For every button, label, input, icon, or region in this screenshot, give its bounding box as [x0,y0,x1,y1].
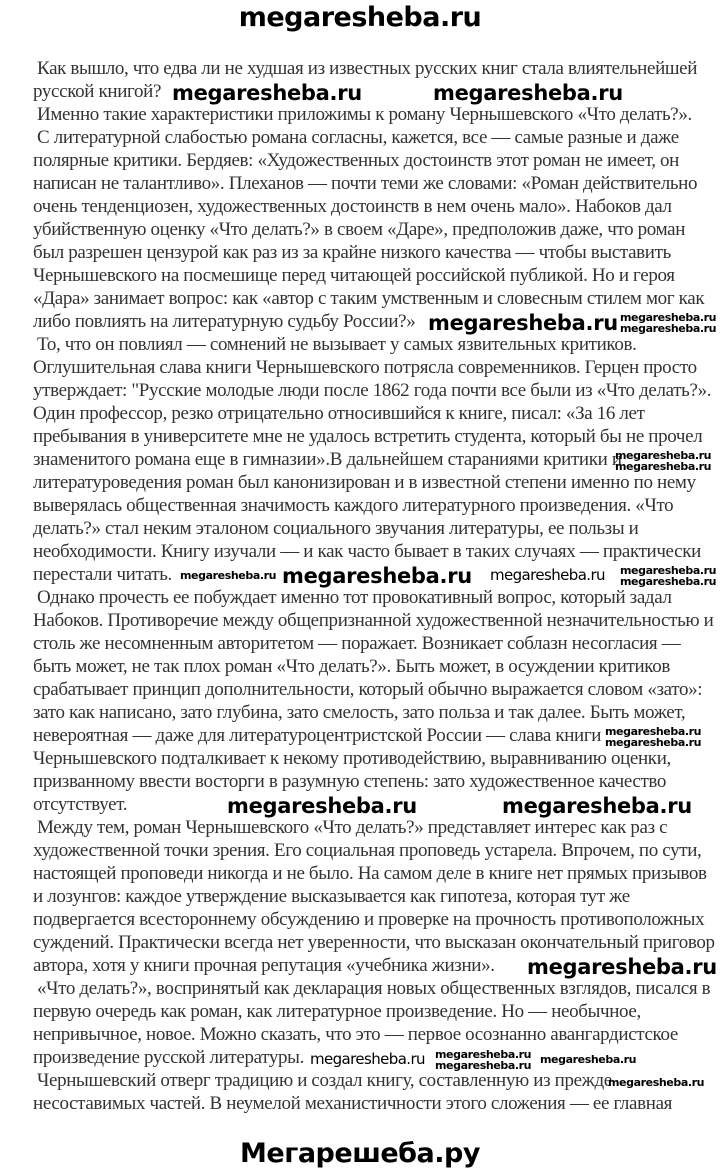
watermark: megaresheba.ru [620,322,717,335]
watermark: megaresheba.ru [615,460,712,473]
text-line: отсутствует. [33,794,128,815]
watermark: megaresheba.ru [282,564,472,588]
text-line: литературоведения роман был канонизирован и в известной степени именно по нему [33,472,696,493]
watermark: megaresheba.ru [620,564,717,577]
text-line: произведение русской литературы. [33,1047,304,1068]
text-line: был разрешен цензурой как раз из за крайне низкого качества — чтобы выставить [33,242,671,263]
text-line: С литературной слабостью романа согласны, кажется, все — самые разные и даже [37,127,679,148]
text-line: знаменитого романа еще в гимназии».В дальнейшем стараниями критики и [33,449,622,470]
text-line: Между тем, роман Чернышевского «Что делать?» представляет интерес как раз с [37,817,668,838]
text-line: Чернышевского подталкивает к некому противодействию, выравниванию оценки, [33,748,671,769]
text-line: непривычное, новое. Можно сказать, что это — первое осознанно авангардистское [33,1024,678,1045]
text-line: русской книгой? [33,81,162,102]
text-line: убийственную оценку «Что делать?» в своем «Даре», предположив даже, что роман [33,219,686,240]
text-line: автора, хотя у книги прочная репутация «учебника жизни». [33,955,495,976]
text-line: либо повлиять на литературную судьбу России?» [33,311,416,332]
text-line: пребывания в университете мне не удалось встретить студента, который бы не прочел [33,426,703,447]
watermark: megaresheba.ru [227,794,417,818]
watermark: megaresheba.ru [608,1076,705,1089]
watermark: megaresheba.ru [540,1053,637,1066]
text-line: Чернышевского на посмешище перед читающей российской публикой. Но и героя [33,265,675,286]
text-line: «Что делать?», воспринятый как декларация новых общественных взглядов, писался в [37,978,711,999]
text-line: утверждает: "Русские молодые люди после 1862 года почти все были из «Что делать?». [33,380,712,401]
watermark: megaresheba.ru [435,1048,532,1061]
watermark: megaresheba.ru [620,311,717,324]
watermark: megaresheba.ru [490,566,605,584]
text-line: зато как написано, зато глубина, зато смелость, зато польза и так далее. Быть может, [33,702,686,723]
watermark: megaresheba.ru [605,736,702,749]
text-line: срабатывает принцип дополнительности, который обычно выражается словом «зато»: [33,679,703,700]
watermark: megaresheba.ru [605,725,702,738]
watermark: megaresheba.ru [615,449,712,462]
site-title-footer: Мегарешеба.ру [240,1138,480,1169]
text-line: делать?» стал неким эталоном социального звучания литературы, ее пользы и [33,518,639,539]
watermark: megaresheba.ru [435,1059,532,1072]
text-line: первую очередь как роман, как литературное произведение. Но — необычное, [33,1001,641,1022]
text-line: столь же несомненным авторитетом — поражает. Возникает соблазн несогласия — [33,633,681,654]
text-line: призванному ввести восторги в разумную степень: зато художественное качество [33,771,667,792]
watermark: megaresheba.ru [620,575,717,588]
text-line: Оглушительная слава книги Чернышевского потрясла современников. Герцен просто [33,357,697,378]
watermark: megaresheba.ru [310,1050,425,1068]
watermark: megaresheba.ru [428,311,618,335]
text-line: несоставимых частей. В неумелой механистичности этого сложения — ее главная [33,1093,673,1114]
text-line: Один профессор, резко отрицательно относившийся к книге, писал: «За 16 лет [33,403,645,424]
watermark: megaresheba.ru [180,569,277,582]
text-line: Именно такие характеристики приложимы к роману Чернышевского «Что делать?». [37,104,692,125]
site-title-header: megaresheba.ru [238,2,482,33]
text-line: настоящей проповеди никогда и не было. На самом деле в книге нет прямых призывов [33,863,707,884]
text-line: и лозунгов: каждое утверждение высказывается как гипотеза, которая тут же [33,886,630,907]
text-line: «Дара» занимает вопрос: как «автор с таким умственным и словесным стилем мог как [33,288,705,309]
text-line: Набоков. Противоречие между общепризнанной художественной незначительностью и [33,610,714,631]
text-line: Чернышевский отверг традицию и создал книгу, составленную из прежде [37,1070,612,1091]
text-line: суждений. Практически всегда нет уверенности, что высказан окончательный приговор [33,932,715,953]
watermark: megaresheba.ru [172,81,362,105]
text-line: перестали читать. [33,564,172,585]
text-line: полярные критики. Бердяев: «Художественных достоинств этот роман не имеет, он [33,150,679,171]
text-line: художественной точки зрения. Его социальная проповедь устарела. Впрочем, по сути, [33,840,702,861]
text-line: выверялась общественная значимость каждого литературного произведения. «Что [33,495,674,516]
text-line: быть может, не так плох роман «Что делать?». Быть может, в осуждении критиков [33,656,670,677]
watermark: megaresheba.ru [502,794,692,818]
text-line: Как вышло, что едва ли не худшая из известных русских книг стала влиятельнейшей [37,58,698,79]
text-line: очень тенденциозен, художественных достоинств в нем очень мало». Набоков дал [33,196,672,217]
text-line: подвергается всестороннему обсуждению и проверке на прочность противоположных [33,909,705,930]
text-line: необходимости. Книгу изучали — и как часто бывает в таких случаях — практически [33,541,701,562]
text-line: невероятная — даже для литературоцентристской России — слава книги [33,725,602,746]
watermark: megaresheba.ru [527,955,717,979]
text-line: Однако прочесть ее побуждает именно тот провокативный вопрос, который задал [37,587,672,608]
text-line: написан не талантливо». Плеханов — почти теми же словами: «Роман действительно [33,173,698,194]
text-line: То, что он повлиял — сомнений не вызывает у самых язвительных критиков. [37,334,637,355]
watermark: megaresheba.ru [433,81,623,105]
